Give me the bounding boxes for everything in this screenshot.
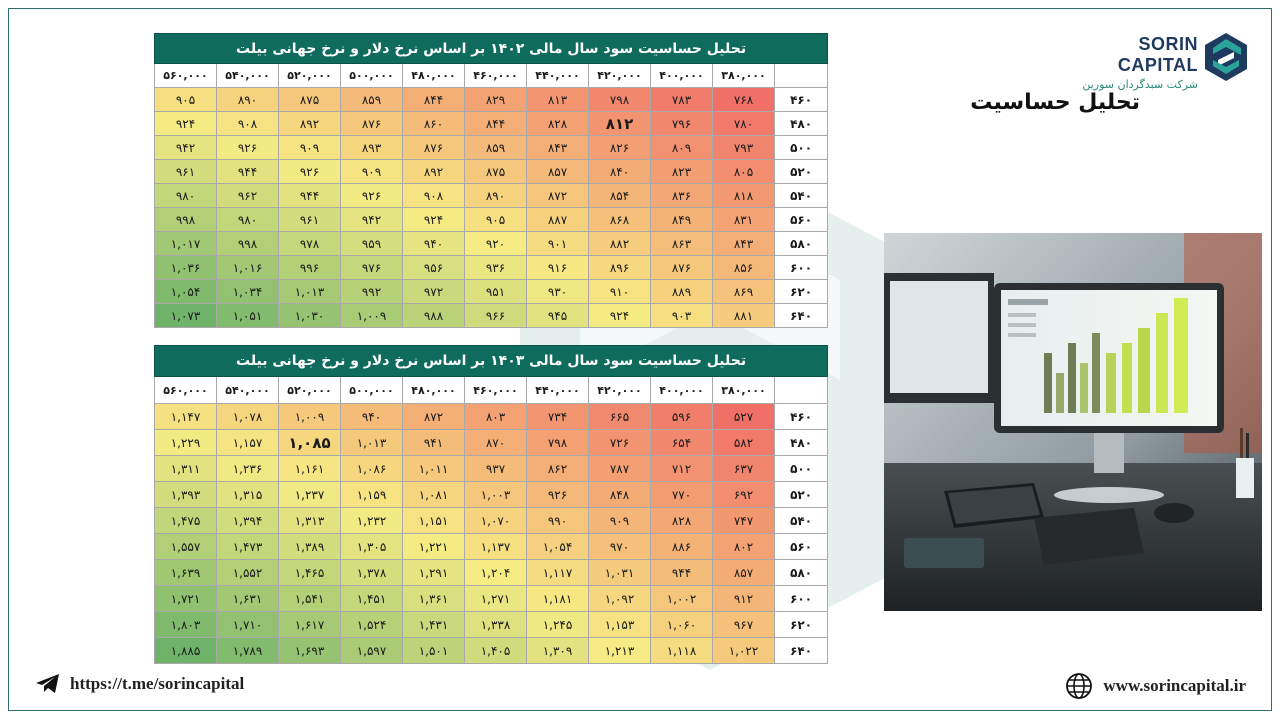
table-row: [155, 560, 828, 586]
table-cell: ۹۲۶: [279, 160, 341, 184]
table-cell: ۷۲۶: [589, 430, 651, 456]
table-cell: ۱,۰۸۶: [341, 456, 403, 482]
table-cell: ۱,۳۰۵: [341, 534, 403, 560]
table-cell: ۸۷۶: [403, 136, 465, 160]
table-cell: ۸۶۹: [713, 280, 775, 304]
column-header: ۴۲۰,۰۰۰: [589, 64, 651, 88]
table-cell: ۹۶۱: [155, 160, 217, 184]
table-row: [155, 112, 828, 136]
table-cell: ۶۹۲: [713, 482, 775, 508]
table-cell: ۸۵۶: [713, 256, 775, 280]
table-cell: ۷۸۳: [651, 88, 713, 112]
table-row: [155, 430, 828, 456]
table-row: [155, 508, 828, 534]
table-cell: ۹۴۲: [155, 136, 217, 160]
table-cell: ۹۷۶: [341, 256, 403, 280]
table-corner: [775, 64, 828, 88]
table-cell: ۱,۲۳۲: [341, 508, 403, 534]
row-header: ۶۰۰: [775, 586, 828, 612]
table-cell: ۷۱۲: [651, 456, 713, 482]
table-cell: ۹۴۴: [651, 560, 713, 586]
table-cell: ۸۳۶: [651, 184, 713, 208]
row-header: ۵۴۰: [775, 184, 828, 208]
column-header: ۵۲۰,۰۰۰: [279, 377, 341, 404]
table-cell: ۹۹۶: [279, 256, 341, 280]
website-link[interactable]: [1065, 672, 1246, 700]
table-cell: ۱,۰۱۳: [279, 280, 341, 304]
table-cell: ۱,۰۳۱: [589, 560, 651, 586]
table-cell: ۹۰۱: [527, 232, 589, 256]
table-cell: ۹۰۵: [155, 88, 217, 112]
table-cell: ۱,۴۷۵: [155, 508, 217, 534]
table-title: تحلیل حساسیت سود سال مالی ۱۴۰۲ بر اساس نرخ دلار و نرخ جهانی بیلت: [155, 34, 828, 64]
table-cell: ۵۲۷: [713, 404, 775, 430]
table-cell: ۸۲۶: [589, 136, 651, 160]
table-cell: ۸۷۵: [465, 160, 527, 184]
table-cell: ۸۸۹: [651, 280, 713, 304]
table-cell: ۸۰۳: [465, 404, 527, 430]
table-cell: ۱,۲۹۱: [403, 560, 465, 586]
table-row: [155, 304, 828, 328]
table-cell: ۹۴۰: [403, 232, 465, 256]
table-cell: ۱,۴۶۵: [279, 560, 341, 586]
table-cell: ۱,۰۵۴: [527, 534, 589, 560]
table-cell: ۸۱۲: [589, 112, 651, 136]
table-cell: ۸۷۲: [527, 184, 589, 208]
column-header: ۴۶۰,۰۰۰: [465, 377, 527, 404]
table-cell: ۱,۰۷۳: [155, 304, 217, 328]
table-cell: ۱,۱۱۸: [651, 638, 713, 664]
table-cell: ۸۰۵: [713, 160, 775, 184]
table-cell: ۸۵۹: [465, 136, 527, 160]
brand-subtitle: شرکت سبدگردان سورین: [1082, 78, 1198, 91]
table-cell: ۹۸۰: [217, 208, 279, 232]
table-cell: ۹۴۵: [527, 304, 589, 328]
table-row: [155, 638, 828, 664]
table-cell: ۱,۳۱۳: [279, 508, 341, 534]
table-cell: ۱,۰۳۶: [155, 256, 217, 280]
table-cell: ۹۰۹: [341, 160, 403, 184]
table-cell: ۱,۰۹۲: [589, 586, 651, 612]
table-cell: ۶۳۷: [713, 456, 775, 482]
table-cell: ۸۹۰: [217, 88, 279, 112]
column-header: ۴۲۰,۰۰۰: [589, 377, 651, 404]
table-cell: ۸۴۳: [713, 232, 775, 256]
table-cell: ۸۳۱: [713, 208, 775, 232]
table-cell: ۹۶۱: [279, 208, 341, 232]
row-header: ۵۸۰: [775, 560, 828, 586]
table-cell: ۹۶۶: [465, 304, 527, 328]
row-header: ۵۰۰: [775, 136, 828, 160]
row-header: ۶۲۰: [775, 280, 828, 304]
table-cell: ۸۲۸: [651, 508, 713, 534]
table-cell: ۱,۰۱۶: [217, 256, 279, 280]
table-cell: ۹۳۶: [465, 256, 527, 280]
column-header: ۳۸۰,۰۰۰: [713, 377, 775, 404]
table-cell: ۸۱۳: [527, 88, 589, 112]
table-cell: ۱,۱۵۳: [589, 612, 651, 638]
table-cell: ۱,۴۳۱: [403, 612, 465, 638]
table-cell: ۸۸۱: [713, 304, 775, 328]
table-cell: ۹۰۹: [589, 508, 651, 534]
table-cell: ۹۴۰: [341, 404, 403, 430]
row-header: ۴۸۰: [775, 112, 828, 136]
column-header: ۴۰۰,۰۰۰: [651, 64, 713, 88]
table-cell: ۱,۰۳۴: [217, 280, 279, 304]
table-cell: ۸۴۴: [465, 112, 527, 136]
table-cell: ۹۸۸: [403, 304, 465, 328]
table-cell: ۱,۰۷۰: [465, 508, 527, 534]
table-cell: ۸۴۸: [589, 482, 651, 508]
table-cell: ۹۷۲: [403, 280, 465, 304]
table-cell: ۷۹۸: [589, 88, 651, 112]
table-cell: ۱,۶۹۳: [279, 638, 341, 664]
table-cell: ۸۷۶: [651, 256, 713, 280]
table-cell: ۸۵۴: [589, 184, 651, 208]
table-cell: ۱,۸۰۳: [155, 612, 217, 638]
brand-logo[interactable]: [1058, 32, 1248, 91]
table-cell: ۹۸۰: [155, 184, 217, 208]
column-header: ۵۰۰,۰۰۰: [341, 377, 403, 404]
table-cell: ۹۳۰: [527, 280, 589, 304]
table-cell: ۱,۱۶۱: [279, 456, 341, 482]
table-cell: ۱,۳۹۳: [155, 482, 217, 508]
table-cell: ۱,۵۰۱: [403, 638, 465, 664]
table-cell: ۹۵۹: [341, 232, 403, 256]
table-cell: ۱,۰۳۰: [279, 304, 341, 328]
table-cell: ۹۱۲: [713, 586, 775, 612]
table-row: [155, 456, 828, 482]
table-cell: ۹۲۶: [217, 136, 279, 160]
table-cell: ۸۹۳: [341, 136, 403, 160]
table-cell: ۷۹۶: [651, 112, 713, 136]
table-row: [155, 404, 828, 430]
table-cell: ۸۶۸: [589, 208, 651, 232]
table-cell: ۹۰۹: [279, 136, 341, 160]
table-cell: ۸۸۲: [589, 232, 651, 256]
table-cell: ۷۸۷: [589, 456, 651, 482]
table-cell: ۹۳۷: [465, 456, 527, 482]
column-header: ۵۶۰,۰۰۰: [155, 377, 217, 404]
table-cell: ۹۰۳: [651, 304, 713, 328]
table-cell: ۷۹۳: [713, 136, 775, 160]
table-cell: ۹۴۴: [217, 160, 279, 184]
row-header: ۴۸۰: [775, 430, 828, 456]
table-cell: ۱,۰۶۰: [651, 612, 713, 638]
table-cell: ۱,۱۵۷: [217, 430, 279, 456]
table-cell: ۹۹۸: [217, 232, 279, 256]
table-cell: ۹۹۰: [527, 508, 589, 534]
table-cell: ۹۲۰: [465, 232, 527, 256]
table-cell: ۹۲۴: [155, 112, 217, 136]
table-cell: ۹۰۸: [217, 112, 279, 136]
row-header: ۵۴۰: [775, 508, 828, 534]
table-cell: ۸۵۷: [527, 160, 589, 184]
table-cell: ۱,۰۵۱: [217, 304, 279, 328]
column-header: ۴۴۰,۰۰۰: [527, 377, 589, 404]
column-header: ۴۸۰,۰۰۰: [403, 377, 465, 404]
brand-name: SORIN CAPITAL: [1117, 34, 1198, 75]
table-cell: ۸۱۸: [713, 184, 775, 208]
table-cell: ۸۷۲: [403, 404, 465, 430]
table-cell: ۱,۱۵۱: [403, 508, 465, 534]
table-cell: ۱,۲۱۳: [589, 638, 651, 664]
table-cell: ۱,۱۵۹: [341, 482, 403, 508]
column-header: ۴۸۰,۰۰۰: [403, 64, 465, 88]
table-cell: ۱,۳۹۴: [217, 508, 279, 534]
table-cell: ۹۹۸: [155, 208, 217, 232]
table-cell: ۹۷۸: [279, 232, 341, 256]
table-cell: ۱,۰۱۱: [403, 456, 465, 482]
row-header: ۵۲۰: [775, 160, 828, 184]
table-cell: ۷۹۸: [527, 430, 589, 456]
table-cell: ۱,۰۰۳: [465, 482, 527, 508]
table-cell: ۹۶۷: [713, 612, 775, 638]
table-cell: ۸۹۲: [403, 160, 465, 184]
table-cell: ۹۹۲: [341, 280, 403, 304]
table-cell: ۸۰۲: [713, 534, 775, 560]
row-header: ۶۰۰: [775, 256, 828, 280]
table-cell: ۹۴۴: [279, 184, 341, 208]
column-header: ۵۶۰,۰۰۰: [155, 64, 217, 88]
row-header: ۵۲۰: [775, 482, 828, 508]
table-cell: ۸۹۶: [589, 256, 651, 280]
table-cell: ۱,۰۸۱: [403, 482, 465, 508]
table-cell: ۶۵۴: [651, 430, 713, 456]
table-cell: ۸۷۰: [465, 430, 527, 456]
table-row: [155, 534, 828, 560]
table-cell: ۱,۴۵۱: [341, 586, 403, 612]
table-cell: ۱,۱۴۷: [155, 404, 217, 430]
table-row: [155, 160, 828, 184]
telegram-link[interactable]: [36, 674, 244, 694]
table-cell: ۱,۲۳۶: [217, 456, 279, 482]
table-title: تحلیل حساسیت سود سال مالی ۱۴۰۳ بر اساس نرخ دلار و نرخ جهانی بیلت: [155, 346, 828, 377]
table-cell: ۱,۰۱۷: [155, 232, 217, 256]
table-cell: ۷۸۰: [713, 112, 775, 136]
table-cell: ۸۴۳: [527, 136, 589, 160]
table-cell: ۱,۰۲۲: [713, 638, 775, 664]
table-cell: ۱,۴۰۵: [465, 638, 527, 664]
table-cell: ۱,۳۶۱: [403, 586, 465, 612]
table-cell: ۸۲۸: [527, 112, 589, 136]
table-cell: ۱,۳۱۱: [155, 456, 217, 482]
table-cell: ۹۱۰: [589, 280, 651, 304]
table-cell: ۶۶۵: [589, 404, 651, 430]
table-cell: ۷۴۷: [713, 508, 775, 534]
table-cell: ۱,۰۱۳: [341, 430, 403, 456]
table-cell: ۹۶۲: [217, 184, 279, 208]
table-cell: ۸۷۵: [279, 88, 341, 112]
row-header: ۶۴۰: [775, 304, 828, 328]
column-header: ۴۰۰,۰۰۰: [651, 377, 713, 404]
desk-computer-photo: [884, 233, 1262, 611]
table-cell: ۱,۵۲۴: [341, 612, 403, 638]
table-cell: ۱,۲۳۷: [279, 482, 341, 508]
row-header: ۵۶۰: [775, 208, 828, 232]
table-cell: ۹۲۶: [341, 184, 403, 208]
table-cell: ۷۳۴: [527, 404, 589, 430]
row-header: ۵۸۰: [775, 232, 828, 256]
table-row: [155, 482, 828, 508]
table-cell: ۱,۶۳۱: [217, 586, 279, 612]
table-cell: ۹۱۶: [527, 256, 589, 280]
column-header: ۵۰۰,۰۰۰: [341, 64, 403, 88]
table-cell: ۹۲۴: [589, 304, 651, 328]
globe-icon: [1065, 672, 1093, 700]
telegram-url: https://t.me/sorincapital: [70, 674, 245, 693]
table-cell: ۱,۱۸۱: [527, 586, 589, 612]
table-cell: ۱,۲۰۴: [465, 560, 527, 586]
table-cell: ۸۴۴: [403, 88, 465, 112]
table-cell: ۱,۳۰۹: [527, 638, 589, 664]
table-cell: ۹۴۲: [341, 208, 403, 232]
column-header: ۴۶۰,۰۰۰: [465, 64, 527, 88]
table-cell: ۸۶۲: [527, 456, 589, 482]
table-cell: ۱,۳۳۸: [465, 612, 527, 638]
table-cell: ۱,۰۰۹: [279, 404, 341, 430]
table-cell: ۸۸۷: [527, 208, 589, 232]
table-cell: ۱,۵۵۷: [155, 534, 217, 560]
table-cell: ۸۵۹: [341, 88, 403, 112]
table-cell: ۱,۲۲۱: [403, 534, 465, 560]
table-row: [155, 612, 828, 638]
table-cell: ۸۲۳: [651, 160, 713, 184]
table-row: [155, 232, 828, 256]
table-cell: ۱,۷۲۱: [155, 586, 217, 612]
row-header: ۶۴۰: [775, 638, 828, 664]
table-cell: ۹۵۱: [465, 280, 527, 304]
table-cell: ۸۸۶: [651, 534, 713, 560]
table-cell: ۱,۲۷۱: [465, 586, 527, 612]
sensitivity-table-1403: [154, 345, 828, 664]
table-row: [155, 256, 828, 280]
table-row: [155, 280, 828, 304]
table-cell: ۱,۲۲۹: [155, 430, 217, 456]
table-cell: ۱,۲۴۵: [527, 612, 589, 638]
table-cell: ۱,۷۸۹: [217, 638, 279, 664]
table-cell: ۹۲۴: [403, 208, 465, 232]
table-cell: ۱,۱۳۷: [465, 534, 527, 560]
sensitivity-table-1402: [154, 33, 828, 328]
table-cell: ۹۵۶: [403, 256, 465, 280]
table-cell: ۹۰۸: [403, 184, 465, 208]
table-cell: ۱,۵۹۷: [341, 638, 403, 664]
table-cell: ۱,۰۰۲: [651, 586, 713, 612]
table-cell: ۱,۰۸۵: [279, 430, 341, 456]
row-header: ۶۲۰: [775, 612, 828, 638]
table-cell: ۸۹۰: [465, 184, 527, 208]
table-row: [155, 184, 828, 208]
table-cell: ۸۶۳: [651, 232, 713, 256]
table-cell: ۵۹۶: [651, 404, 713, 430]
table-corner: [775, 377, 828, 404]
column-header: ۵۲۰,۰۰۰: [279, 64, 341, 88]
table-cell: ۹۷۰: [589, 534, 651, 560]
table-cell: ۷۷۰: [651, 482, 713, 508]
table-cell: ۱,۳۸۹: [279, 534, 341, 560]
column-header: ۳۸۰,۰۰۰: [713, 64, 775, 88]
column-header: ۴۴۰,۰۰۰: [527, 64, 589, 88]
table-row: [155, 88, 828, 112]
table-cell: ۱,۱۱۷: [527, 560, 589, 586]
table-row: [155, 586, 828, 612]
table-cell: ۱,۶۱۷: [279, 612, 341, 638]
website-url: www.sorincapital.ir: [1103, 676, 1246, 695]
column-header: ۵۴۰,۰۰۰: [217, 377, 279, 404]
row-header: ۴۶۰: [775, 404, 828, 430]
table-cell: ۸۲۹: [465, 88, 527, 112]
table-cell: ۱,۰۵۴: [155, 280, 217, 304]
page-title: تحلیل حساسیت: [970, 90, 1140, 115]
table-cell: ۷۶۸: [713, 88, 775, 112]
table-cell: ۸۷۶: [341, 112, 403, 136]
table-cell: ۹۲۶: [527, 482, 589, 508]
row-header: ۴۶۰: [775, 88, 828, 112]
table-cell: ۸۴۹: [651, 208, 713, 232]
table-cell: ۱,۰۰۹: [341, 304, 403, 328]
table-cell: ۸۶۰: [403, 112, 465, 136]
table-cell: ۱,۵۴۱: [279, 586, 341, 612]
table-cell: ۱,۳۱۵: [217, 482, 279, 508]
table-cell: ۵۸۲: [713, 430, 775, 456]
table-cell: ۸۰۹: [651, 136, 713, 160]
table-cell: ۱,۸۸۵: [155, 638, 217, 664]
table-row: [155, 208, 828, 232]
table-cell: ۱,۰۷۸: [217, 404, 279, 430]
table-cell: ۱,۵۵۲: [217, 560, 279, 586]
brand-hexagon-icon: [1204, 32, 1248, 82]
row-header: ۵۰۰: [775, 456, 828, 482]
table-cell: ۹۴۱: [403, 430, 465, 456]
table-cell: ۹۰۵: [465, 208, 527, 232]
column-header: ۵۴۰,۰۰۰: [217, 64, 279, 88]
table-cell: ۱,۷۱۰: [217, 612, 279, 638]
table-cell: ۱,۳۷۸: [341, 560, 403, 586]
table-row: [155, 136, 828, 160]
table-cell: ۸۴۰: [589, 160, 651, 184]
table-cell: ۸۵۷: [713, 560, 775, 586]
table-cell: ۱,۶۳۹: [155, 560, 217, 586]
telegram-icon: [36, 674, 60, 694]
table-cell: ۱,۴۷۳: [217, 534, 279, 560]
table-cell: ۸۹۲: [279, 112, 341, 136]
row-header: ۵۶۰: [775, 534, 828, 560]
